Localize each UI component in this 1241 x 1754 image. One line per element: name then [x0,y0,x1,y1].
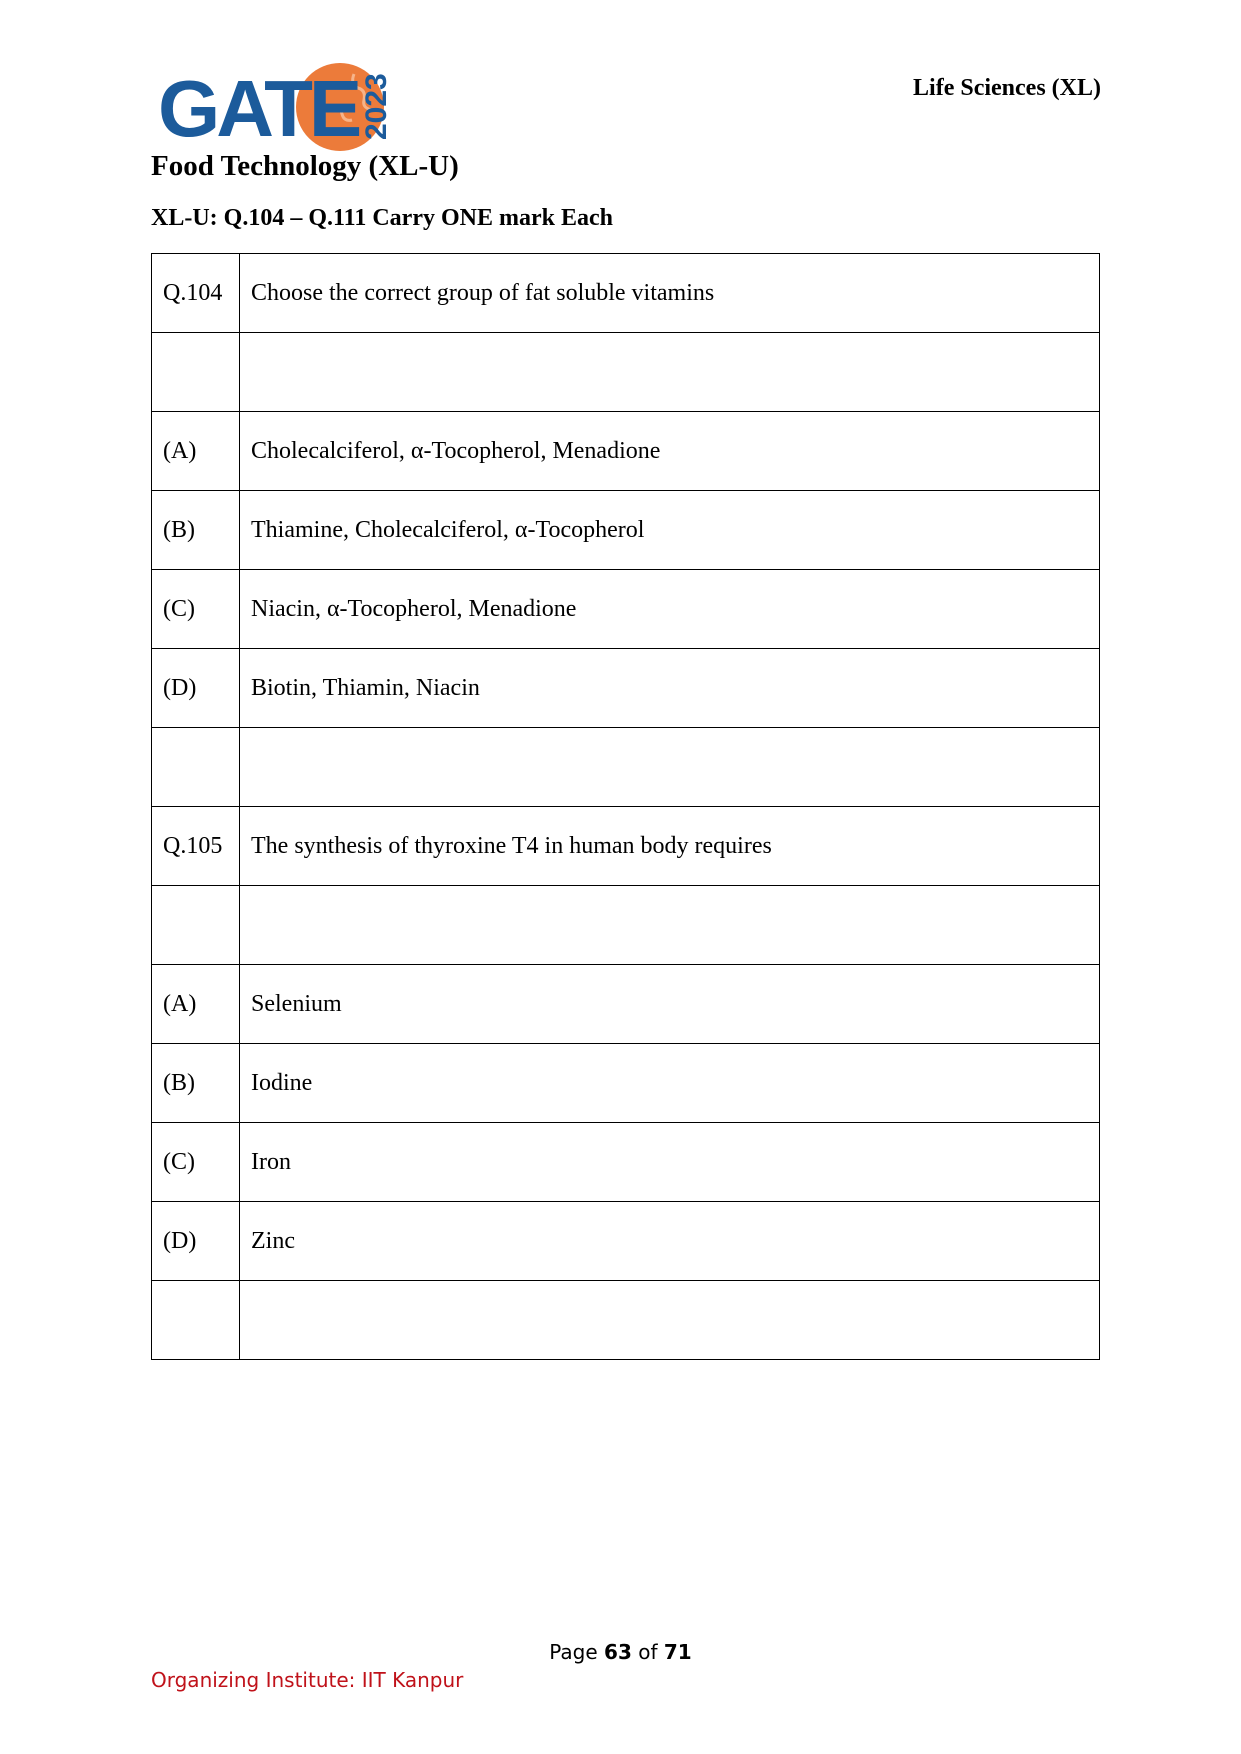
logo-year: 2023 [360,73,393,140]
table-row [152,254,1100,333]
gate-2023-logo [158,60,398,152]
table-row [152,1281,1100,1360]
row-text: Cholecalciferol, α-Tocopherol, Menadione [240,412,1100,491]
row-label [152,333,240,412]
table-row [152,333,1100,412]
row-label [152,886,240,965]
row-text: Thiamine, Cholecalciferol, α-Tocopherol [240,491,1100,570]
section-subtitle: XL-U: Q.104 – Q.111 Carry ONE mark Each [151,205,613,231]
row-text [240,333,1100,412]
logo-wordmark: GATE [158,64,359,152]
row-text: Selenium [240,965,1100,1044]
question-table [151,253,1100,1360]
page-prefix: Page [549,1640,598,1664]
table-row [152,1202,1100,1281]
row-label [152,728,240,807]
row-label: (C) [152,570,240,649]
table-row [152,1123,1100,1202]
table-row [152,807,1100,886]
row-text [240,886,1100,965]
row-text: Choose the correct group of fat soluble vitamins [240,254,1100,333]
row-label: (A) [152,965,240,1044]
table-row [152,1044,1100,1123]
table-row [152,649,1100,728]
row-text: Iodine [240,1044,1100,1123]
row-label: (D) [152,1202,240,1281]
subject-heading: Life Sciences (XL) [913,75,1101,101]
table-row [152,412,1100,491]
row-label: Q.104 [152,254,240,333]
table-row [152,886,1100,965]
table-row [152,491,1100,570]
section-title: Food Technology (XL-U) [151,150,459,182]
table-row [152,728,1100,807]
page-current: 63 [604,1640,632,1664]
row-label: (C) [152,1123,240,1202]
row-text [240,1281,1100,1360]
row-label [152,1281,240,1360]
row-label: (B) [152,491,240,570]
table-row [152,570,1100,649]
table-row [152,965,1100,1044]
row-label: (A) [152,412,240,491]
row-text: The synthesis of thyroxine T4 in human body requires [240,807,1100,886]
row-text [240,728,1100,807]
row-label: Q.105 [152,807,240,886]
row-text: Niacin, α-Tocopherol, Menadione [240,570,1100,649]
page-total: 71 [663,1640,692,1664]
organizing-institute: Organizing Institute: IIT Kanpur [151,1668,464,1692]
row-label: (D) [152,649,240,728]
row-text: Biotin, Thiamin, Niacin [240,649,1100,728]
page-of: of [638,1640,658,1664]
row-label: (B) [152,1044,240,1123]
row-text: Iron [240,1123,1100,1202]
page-number [0,1640,1241,1664]
row-text: Zinc [240,1202,1100,1281]
